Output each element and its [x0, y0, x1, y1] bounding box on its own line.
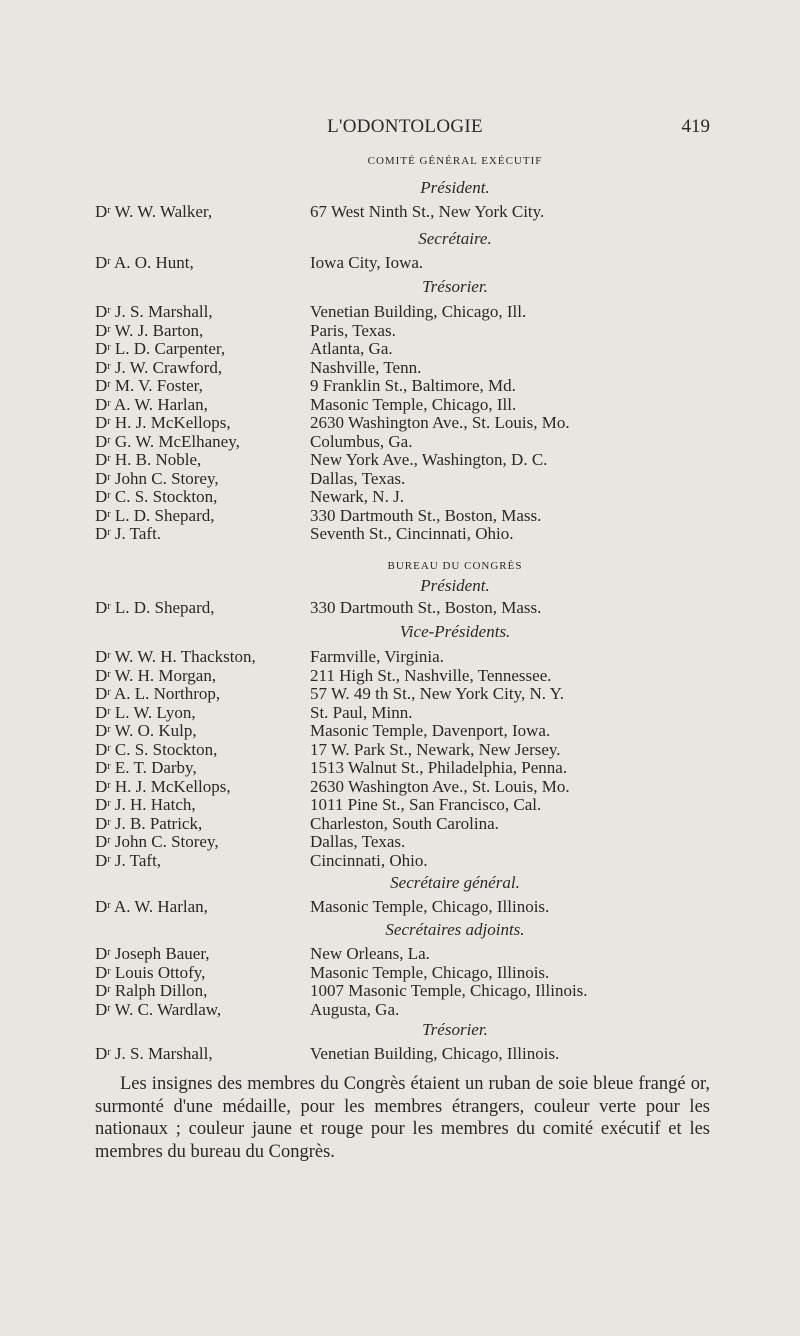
person-address: Masonic Temple, Davenport, Iowa. — [310, 721, 551, 740]
person-address: 211 High St., Nashville, Tennessee. — [310, 665, 552, 685]
list-item: $D^r$ Ralph Dillon, 1007 Masonic Temple, Chicago, Illinois. — [95, 981, 588, 1000]
person-name: H. J. McKellops, — [114, 413, 231, 432]
secgen-row: $D^r$ A. W. Harlan, Masonic Temple, Chicago, Illinois. — [95, 897, 550, 916]
person-address: Dallas, Texas. — [310, 832, 406, 851]
list-item: $D^r$ J. B. Patrick, Charleston, South Carolina. — [95, 813, 499, 833]
person-address: 1513 Walnut St., Philadelphia, Penna. — [310, 758, 568, 777]
comite-secretaire-row: $D^r$ A. O. Hunt, Iowa City, Iowa. — [95, 253, 424, 272]
list-item: $D^r$ Louis Ottofy, Masonic Temple, Chicago, Illinois. — [95, 962, 550, 982]
person-name: W. W. H. Thackston, — [114, 647, 256, 666]
person-name: W. H. Morgan, — [114, 665, 217, 685]
person-name: J. B. Patrick, — [114, 813, 203, 833]
bureau-heading: BUREAU DU CONGRÈS — [387, 560, 523, 572]
person-name: L. D. Carpenter, — [114, 339, 226, 358]
person-address: Paris, Texas. — [310, 320, 396, 340]
adjoints-label: Secrétaires adjoints. — [385, 920, 525, 939]
person-address: 1011 Pine St., San Francisco, Cal. — [310, 795, 542, 814]
person-address: Venetian Building, Chicago, Ill. — [310, 302, 527, 321]
list-item: $D^r$ L. W. Lyon, St. Paul, Minn. — [95, 702, 413, 722]
person-name: J. W. Crawford, — [114, 357, 223, 377]
person-address: 67 West Ninth St., New York City. — [310, 202, 545, 221]
list-item: $D^r$ C. S. Stockton, Newark, N. J. — [95, 487, 404, 506]
person-address: Iowa City, Iowa. — [310, 253, 424, 272]
list-item: $D^r$ John C. Storey, Dallas, Texas. — [95, 468, 406, 488]
person-name: E. T. Darby, — [114, 758, 197, 777]
person-name: L. W. Lyon, — [114, 702, 196, 722]
person-name: G. W. McElhaney, — [114, 431, 240, 451]
list-item: $D^r$ H. J. McKellops, 2630 Washington Ave., St. Louis, Mo. — [95, 413, 570, 432]
person-name: A. W. Harlan, — [113, 394, 208, 414]
list-item: $D^r$ J. Taft, Cincinnati, Ohio. — [95, 850, 428, 870]
person-address: Masonic Temple, Chicago, Illinois. — [310, 962, 550, 982]
running-title: L'ODONTOLOGIE — [327, 116, 483, 137]
list-item: $D^r$ G. W. McElhaney, Columbus, Ga. — [95, 431, 413, 451]
person-address: 2630 Washington Ave., St. Louis, Mo. — [310, 776, 570, 796]
person-address: Farmville, Virginia. — [310, 647, 444, 666]
person-address: 2630 Washington Ave., St. Louis, Mo. — [310, 413, 570, 432]
person-address: Atlanta, Ga. — [310, 339, 393, 358]
page-number: 419 — [681, 116, 710, 137]
person-address: Masonic Temple, Chicago, Illinois. — [310, 897, 550, 916]
page-header — [100, 116, 710, 142]
comite-president-label: Président. — [420, 178, 490, 197]
list-item: $D^r$ M. V. Foster, 9 Franklin St., Baltimore, Md. — [95, 376, 516, 395]
person-address: Seventh St., Cincinnati, Ohio. — [310, 524, 514, 543]
person-name: L. D. Shepard, — [114, 505, 215, 525]
person-address: Venetian Building, Chicago, Illinois. — [310, 1044, 560, 1063]
person-address: Cincinnati, Ohio. — [310, 850, 428, 870]
person-address: Charleston, South Carolina. — [310, 813, 499, 833]
list-item: $D^r$ J. S. Marshall, Venetian Building, Chicago, Ill. — [95, 302, 527, 321]
person-name: Joseph Bauer, — [114, 944, 210, 963]
list-item: $D^r$ J. W. Crawford, Nashville, Tenn. — [95, 357, 422, 377]
bureau-president-label: Président. — [420, 576, 490, 595]
person-name: John C. Storey, — [114, 468, 219, 488]
list-item: $D^r$ A. L. Northrop, 57 W. 49 th St., New York City, N. Y. — [95, 684, 564, 703]
bureau-vice-label: Vice-Présidents. — [399, 622, 511, 641]
list-item: $D^r$ J. Taft. Seventh St., Cincinnati, Ohio. — [95, 524, 514, 543]
person-name: W. C. Wardlaw, — [114, 999, 222, 1019]
person-address: St. Paul, Minn. — [310, 702, 413, 722]
list-item: $D^r$ C. S. Stockton, 17 W. Park St., Newark, New Jersey. — [95, 739, 561, 759]
list-item: $D^r$ E. T. Darby, 1513 Walnut St., Philadelphia, Penna. — [95, 758, 568, 777]
person-address: 330 Dartmouth St., Boston, Mass. — [310, 598, 542, 617]
person-address: 17 W. Park St., Newark, New Jersey. — [310, 739, 561, 759]
list-item: $D^r$ L. D. Shepard, 330 Dartmouth St., Boston, Mass. — [95, 505, 542, 525]
list-item: $D^r$ W. W. H. Thackston, Farmville, Virginia. — [95, 647, 444, 666]
person-name: L. D. Shepard, — [114, 598, 215, 617]
person-name: J. Taft. — [114, 524, 162, 543]
list-item: $D^r$ W. O. Kulp, Masonic Temple, Davenport, Iowa. — [95, 721, 551, 740]
person-address: 9 Franklin St., Baltimore, Md. — [310, 376, 516, 395]
list-item: $D^r$ A. W. Harlan, Masonic Temple, Chicago, Ill. — [95, 394, 517, 414]
person-address: 330 Dartmouth St., Boston, Mass. — [310, 505, 542, 525]
person-address: New York Ave., Washington, D. C. — [310, 450, 548, 469]
bureau-tresorier-row: $D^r$ J. S. Marshall, Venetian Building, Chicago, Illinois. — [95, 1044, 560, 1063]
comite-heading: COMITÉ GÉNÉRAL EXÉCUTIF — [367, 155, 543, 167]
person-name: A. W. Harlan, — [113, 897, 208, 916]
person-name: A. L. Northrop, — [113, 684, 221, 703]
bureau-president-row: $D^r$ L. D. Shepard, 330 Dartmouth St., Boston, Mass. — [95, 598, 542, 617]
person-address: New Orleans, La. — [310, 944, 430, 963]
person-address: Nashville, Tenn. — [310, 357, 422, 377]
bureau-tresorier-label: Trésorier. — [422, 1020, 488, 1039]
comite-tresorier-label: Trésorier. — [422, 277, 488, 296]
person-address: 1007 Masonic Temple, Chicago, Illinois. — [310, 981, 588, 1000]
list-item: $D^r$ John C. Storey, Dallas, Texas. — [95, 832, 406, 851]
person-name: M. V. Foster, — [114, 376, 203, 395]
person-name: John C. Storey, — [114, 832, 219, 851]
list-item: $D^r$ W. C. Wardlaw, Augusta, Ga. — [95, 999, 400, 1019]
person-address: Newark, N. J. — [310, 487, 404, 506]
secgen-label: Secrétaire général. — [390, 873, 520, 892]
person-name: H. B. Noble, — [114, 450, 202, 469]
list-item: $D^r$ Joseph Bauer, New Orleans, La. — [95, 944, 430, 963]
list-item: $D^r$ L. D. Carpenter, Atlanta, Ga. — [95, 339, 393, 358]
person-name: H. J. McKellops, — [114, 776, 231, 796]
person-name: J. S. Marshall, — [114, 1044, 213, 1063]
person-address: Augusta, Ga. — [310, 999, 400, 1019]
person-name: C. S. Stockton, — [114, 739, 218, 759]
person-name: Louis Ottofy, — [114, 962, 206, 982]
list-item: $D^r$ J. H. Hatch, 1011 Pine St., San Francisco, Cal. — [95, 795, 542, 814]
person-name: A. O. Hunt, — [113, 253, 194, 272]
comite-president-row: $D^r$ W. W. Walker, 67 West Ninth St., New York City. — [95, 202, 545, 221]
person-name: J. H. Hatch, — [114, 795, 196, 814]
comite-secretaire-label: Secrétaire. — [418, 229, 492, 248]
person-address: Masonic Temple, Chicago, Ill. — [310, 394, 517, 414]
person-name: W. W. Walker, — [114, 202, 213, 221]
person-name: W. J. Barton, — [114, 320, 204, 340]
person-address: Dallas, Texas. — [310, 468, 406, 488]
person-name: C. S. Stockton, — [114, 487, 218, 506]
person-address: 57 W. 49 th St., New York City, N. Y. — [310, 684, 564, 703]
person-name: J. S. Marshall, — [114, 302, 213, 321]
list-item: $D^r$ H. J. McKellops, 2630 Washington Ave., St. Louis, Mo. — [95, 776, 570, 796]
list-item: $D^r$ W. J. Barton, Paris, Texas. — [95, 320, 396, 340]
person-name: J. Taft, — [114, 850, 162, 870]
person-name: W. O. Kulp, — [114, 721, 197, 740]
list-item: $D^r$ W. H. Morgan, 211 High St., Nashville, Tennessee. — [95, 665, 552, 685]
person-address: Columbus, Ga. — [310, 431, 413, 451]
list-item: $D^r$ H. B. Noble, New York Ave., Washington, D. C. — [95, 450, 548, 469]
closing-paragraph: Les insignes des membres du Congrès étaient un ruban de soie bleue frangé or, surmonté d'une médaille, pour les membres étrangers, couleur verte pour les nationaux ; couleur jaune et rouge pour les membres du comité exécutif et les membres du bureau du Congrès. — [95, 1074, 710, 1162]
person-name: Ralph Dillon, — [114, 981, 208, 1000]
